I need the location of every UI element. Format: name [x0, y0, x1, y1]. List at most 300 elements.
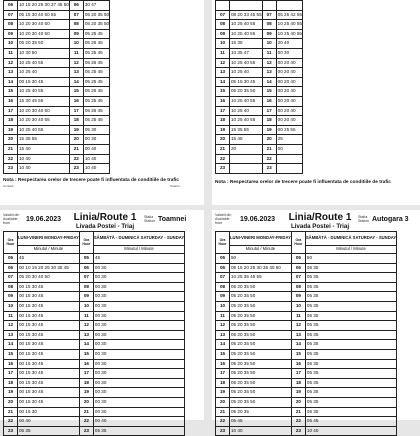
table-row: [4, 29, 110, 39]
hour-cell: 11: [291, 311, 305, 321]
hour-cell: 09: [79, 292, 93, 302]
hour-cell: 23: [291, 426, 305, 436]
timetable-grid: [215, 0, 303, 174]
hour-cell: 15: [4, 349, 18, 359]
table-row: [4, 125, 110, 135]
hour-cell: 19: [216, 125, 230, 135]
minutes-cell: 05 35: [305, 397, 396, 407]
hour-cell: 09: [216, 29, 230, 39]
weekend-header: SÂMBĂTĂ - DUMINICĂ SATURDAY - SUNDAY: [305, 232, 396, 246]
minutes-cell: 05 20 35 50: [83, 20, 109, 30]
table-row: [216, 359, 397, 369]
hour-column-header: Ora Hour: [4, 232, 18, 254]
hour-cell: 18: [262, 116, 276, 126]
hour-cell: 14: [4, 77, 18, 87]
minutes-cell: 10 40: [83, 154, 109, 164]
minutes-cell: 00 20 40: [276, 87, 302, 97]
hour-cell: 17: [291, 369, 305, 379]
hour-cell: 17: [4, 106, 18, 116]
hour-cell: 20: [291, 397, 305, 407]
minutes-cell: 50: [230, 254, 292, 264]
table-row: [4, 106, 110, 116]
hour-cell: 17: [262, 106, 276, 116]
minutes-cell: 05 20 35 50: [230, 87, 263, 97]
minutes-cell: 00 40: [83, 144, 109, 154]
hour-cell: 13: [291, 330, 305, 340]
minutes-cell: 20 40: [276, 39, 302, 49]
table-row: [216, 292, 397, 302]
minutes-cell: 00 30: [93, 321, 184, 331]
hour-cell: 12: [4, 321, 18, 331]
hour-cell: 07: [79, 273, 93, 283]
minutes-cell: 05 35: [305, 359, 396, 369]
hour-cell: 16: [4, 96, 18, 106]
table-row: [4, 135, 110, 145]
timetable-grid: [3, 231, 185, 436]
hour-cell: 07: [69, 10, 83, 20]
hour-cell: 20: [4, 397, 18, 407]
table-row: [216, 1, 303, 11]
hour-cell: 19: [291, 388, 305, 398]
minutes-cell: 05 20 30 40 50: [18, 273, 80, 283]
minutes-cell: 00 15 30 45: [18, 340, 80, 350]
hour-cell: 10: [216, 39, 230, 49]
hour-cell: 17: [4, 369, 18, 379]
minutes-cell: 00 40: [93, 417, 184, 427]
minutes-cell: 05 25 45: [83, 77, 109, 87]
minutes-cell: 00 15 30 45: [18, 292, 80, 302]
minutes-cell: 10 20 30 40 50: [18, 29, 70, 39]
minutes-cell: 05 15 30 40 50 55: [18, 10, 70, 20]
table-row: [216, 378, 397, 388]
table-row: [216, 369, 397, 379]
hour-cell: 22: [291, 417, 305, 427]
minutes-cell: 50: [305, 254, 396, 264]
hour-cell: 23: [69, 164, 83, 174]
minutes-cell: 00 20 40: [276, 106, 302, 116]
table-row: [4, 378, 185, 388]
minutes-cell: 05 20 35 50: [230, 292, 292, 302]
minutes-cell: 05 20 35 50: [230, 311, 292, 321]
minutes-cell: 05 45: [305, 417, 396, 427]
hour-cell: 21: [79, 407, 93, 417]
minutes-cell: 05 25 42 55: [276, 10, 302, 20]
hour-cell: 22: [79, 417, 93, 427]
table-row: [216, 397, 397, 407]
hour-cell: 06: [79, 263, 93, 273]
minutes-cell: 20: [230, 144, 263, 154]
table-row: [4, 10, 110, 20]
hour-cell: 18: [4, 378, 18, 388]
minutes-cell: 15 30 45 55: [18, 96, 70, 106]
hour-cell: 11: [4, 311, 18, 321]
hour-cell: 13: [216, 68, 230, 78]
table-row: [216, 125, 303, 135]
table-row: [4, 164, 110, 174]
hour-cell: 14: [216, 340, 230, 350]
table-row: [216, 417, 397, 427]
hour-column-header: Ora Hour: [79, 232, 93, 254]
minutes-cell: 15 45: [230, 135, 263, 145]
hour-cell: 18: [79, 378, 93, 388]
minute-header-row: [216, 246, 397, 254]
weekday-header: LUNI-VINERI MONDAY-FRIDAY: [230, 232, 292, 246]
minutes-cell: 15 35 55: [18, 135, 70, 145]
hour-cell: 15: [291, 349, 305, 359]
hour-cell: 12: [69, 58, 83, 68]
hour-cell: 09: [4, 29, 18, 39]
hour-cell: 07: [216, 273, 230, 283]
minutes-cell: 00 15 30 45: [18, 282, 80, 292]
table-row: [4, 311, 185, 321]
table-row: [4, 369, 185, 379]
route-title: Linia/Route 1: [73, 212, 137, 223]
day-header-row: [216, 232, 397, 246]
table-row: [4, 20, 110, 30]
hour-cell: 08: [216, 20, 230, 30]
timetable-sheet-top-left: [0, 0, 204, 205]
hour-cell: 22: [69, 154, 83, 164]
minutes-cell: 10 25 40 55: [18, 87, 70, 97]
minutes-cell: 00 20 40: [276, 58, 302, 68]
minutes-cell: 00 30: [93, 397, 184, 407]
table-row: [4, 340, 185, 350]
minutes-cell: 08 20 33 45 55: [230, 10, 263, 20]
table-row: [216, 116, 303, 126]
table-row: [4, 359, 185, 369]
minutes-cell: 10 25 40 55: [230, 29, 263, 39]
minutes-cell: 05 35: [93, 426, 184, 436]
hour-cell: 08: [79, 282, 93, 292]
timetable-grid: [215, 231, 397, 436]
minutes-cell: 00 15 30 45: [18, 359, 80, 369]
table-row: [216, 68, 303, 78]
minutes-cell: 05 35: [305, 301, 396, 311]
hour-cell: 10: [291, 301, 305, 311]
minutes-cell: 10 25 40 55: [18, 58, 70, 68]
minutes-cell: 05 15 20 25 30 35 40 50: [230, 263, 292, 273]
minutes-cell: 00 15 30 45: [18, 311, 80, 321]
minutes-cell: 00 15 30 45: [18, 321, 80, 331]
minutes-cell: 10 20 30 40 50: [18, 106, 70, 116]
minutes-cell: 10 40: [305, 426, 396, 436]
hour-cell: 13: [262, 68, 276, 78]
station-label: Statia Station: [358, 215, 370, 223]
hour-cell: 16: [69, 96, 83, 106]
hour-cell: 16: [79, 359, 93, 369]
minutes-cell: 05 20 35 50: [83, 10, 109, 20]
minutes-cell: 30 47: [83, 1, 109, 11]
minutes-cell: 05 20 35 50: [230, 369, 292, 379]
minutes-cell: 00 15 30 45: [18, 349, 80, 359]
hour-cell: 23: [4, 426, 18, 436]
weekday-header: LUNI-VINERI MONDAY-FRIDAY: [18, 232, 80, 246]
hour-cell: 13: [4, 68, 18, 78]
table-row: [216, 340, 397, 350]
table-row: [4, 397, 185, 407]
minutes-cell: 10 25 40 55: [276, 29, 302, 39]
minutes-cell: 05 35: [305, 273, 396, 283]
hour-cell: 13: [79, 330, 93, 340]
hour-cell: 10: [4, 39, 18, 49]
minutes-cell: 00 30: [93, 273, 184, 283]
hour-cell: 12: [262, 58, 276, 68]
minutes-cell: [230, 164, 263, 174]
valid-from-label: Valabil din Available from: [215, 213, 232, 225]
hour-cell: 05: [291, 254, 305, 264]
minutes-cell: [276, 1, 302, 11]
minutes-cell: 05 20 35: [230, 407, 292, 417]
hour-cell: 06: [69, 1, 83, 11]
hour-cell: 23: [262, 164, 276, 174]
hour-cell: 11: [69, 48, 83, 58]
hour-cell: 21: [69, 144, 83, 154]
minutes-cell: 00 15 30 45: [18, 330, 80, 340]
minutes-cell: 00 20 40: [276, 96, 302, 106]
hour-cell: 11: [216, 311, 230, 321]
table-row: [4, 58, 110, 68]
hour-cell: 06: [216, 263, 230, 273]
hour-cell: 20: [262, 135, 276, 145]
table-row: [216, 77, 303, 87]
table-row: [216, 135, 303, 145]
table-row: [216, 254, 397, 264]
hour-cell: 07: [216, 10, 230, 20]
table-row: [216, 301, 397, 311]
hour-cell: [216, 1, 230, 11]
hour-cell: 20: [216, 397, 230, 407]
minutes-cell: 45: [18, 254, 80, 264]
table-row: [216, 349, 397, 359]
hour-cell: 08: [4, 282, 18, 292]
table-row: [4, 96, 110, 106]
day-header-row: [4, 232, 185, 246]
table-row: [4, 87, 110, 97]
table-row: [216, 164, 303, 174]
table-row: [216, 48, 303, 58]
table-row: [4, 154, 110, 164]
hour-cell: 15: [216, 349, 230, 359]
hour-cell: 17: [79, 369, 93, 379]
hour-cell: 21: [216, 144, 230, 154]
table-row: [4, 292, 185, 302]
hour-cell: 07: [262, 10, 276, 20]
table-row: [4, 39, 110, 49]
hour-cell: 19: [262, 125, 276, 135]
timetable-sheet-autogara: [212, 210, 420, 433]
hour-cell: 11: [79, 311, 93, 321]
table-row: [216, 144, 303, 154]
route-title: Linia/Route 1: [288, 212, 352, 223]
hour-cell: 16: [262, 96, 276, 106]
hour-cell: 05: [216, 254, 230, 264]
hour-cell: 22: [262, 154, 276, 164]
minutes-cell: [276, 164, 302, 174]
hour-cell: 10: [79, 301, 93, 311]
traffic-note: Nota : Respectarea orelor de trecere poate fi influentata de conditiile de trafic: [215, 180, 391, 185]
hour-cell: 15: [216, 87, 230, 97]
hour-cell: 08: [291, 282, 305, 292]
minutes-cell: 10 40: [18, 154, 70, 164]
minutes-cell: 10 25 40: [230, 106, 263, 116]
minutes-cell: 05 35: [18, 426, 80, 436]
hour-cell: 17: [216, 369, 230, 379]
table-row: [216, 87, 303, 97]
minutes-cell: 10 25 35 45 55: [230, 273, 292, 283]
minutes-cell: 05 25 45: [83, 29, 109, 39]
hour-cell: 14: [79, 340, 93, 350]
minutes-cell: 00 30: [93, 388, 184, 398]
hour-cell: 18: [291, 378, 305, 388]
minutes-cell: 10 25 40 55: [230, 116, 263, 126]
minutes-cell: 05 45: [230, 417, 292, 427]
hour-cell: 08: [262, 20, 276, 30]
minutes-cell: 00 30: [93, 340, 184, 350]
hour-cell: 08: [4, 20, 18, 30]
hour-cell: 19: [4, 125, 18, 135]
minutes-cell: 00 15 30 45: [18, 378, 80, 388]
hour-cell: 20: [4, 135, 18, 145]
table-row: [4, 407, 185, 417]
minutes-cell: 10 25 40 55: [230, 58, 263, 68]
table-row: [216, 282, 397, 292]
minutes-cell: 00 20 40: [276, 77, 302, 87]
contact-label: Contact:: [3, 184, 15, 188]
table-row: [4, 254, 185, 264]
minutes-cell: 00 15 30: [18, 407, 80, 417]
hour-cell: 16: [291, 359, 305, 369]
traffic-note: Nota : Respectarea orelor de trecere poate fi influentata de conditiile de trafic: [3, 178, 179, 183]
table-row: [216, 330, 397, 340]
minutes-cell: 05 25 45: [83, 58, 109, 68]
hour-cell: 11: [216, 48, 230, 58]
minutes-cell: 10 40: [83, 164, 109, 174]
minutes-cell: 00 30: [93, 407, 184, 417]
timetable-sheet-top-right: [212, 0, 420, 205]
hour-cell: 21: [4, 407, 18, 417]
hour-cell: 05: [79, 254, 93, 264]
table-row: [4, 68, 110, 78]
table-row: [4, 1, 110, 11]
hour-cell: 10: [4, 301, 18, 311]
hour-cell: 08: [216, 282, 230, 292]
table-row: [216, 407, 397, 417]
minutes-cell: 05 35: [305, 349, 396, 359]
minutes-cell: 00 15 30 45: [18, 369, 80, 379]
hour-cell: 06: [4, 1, 18, 11]
hour-cell: 20: [79, 397, 93, 407]
minute-header: Minutul / Minute: [230, 246, 292, 254]
route-subtitle: Livada Postei - Triaj: [290, 223, 350, 230]
minutes-cell: 05 30: [83, 125, 109, 135]
hour-cell: 07: [4, 10, 18, 20]
minutes-cell: 05 20 35 50: [230, 340, 292, 350]
minutes-cell: [276, 154, 302, 164]
table-row: [216, 273, 397, 283]
hour-cell: 23: [4, 164, 18, 174]
hour-cell: 16: [216, 96, 230, 106]
minutes-cell: 00 10 15 20 25 30 35 45: [18, 263, 80, 273]
hour-cell: 06: [4, 263, 18, 273]
hour-cell: 11: [4, 48, 18, 58]
hour-cell: 12: [4, 58, 18, 68]
hour-cell: 18: [216, 116, 230, 126]
hour-cell: 19: [4, 388, 18, 398]
hour-cell: 13: [69, 68, 83, 78]
minute-header: Minutul / Minute: [305, 246, 396, 254]
minutes-cell: 00 30: [93, 369, 184, 379]
minutes-cell: 00 30: [93, 282, 184, 292]
minute-header: Minutul / Minute: [18, 246, 80, 254]
minutes-cell: 10 25 40: [230, 68, 263, 78]
minutes-cell: 05 20 35 50: [230, 349, 292, 359]
hour-cell: 19: [79, 388, 93, 398]
minutes-cell: 00 30: [93, 301, 184, 311]
hour-cell: 22: [216, 154, 230, 164]
minutes-cell: 10 20 30 40 50: [18, 20, 70, 30]
hour-cell: 23: [216, 164, 230, 174]
minutes-cell: 05 25 45: [83, 106, 109, 116]
minutes-cell: 00 30: [93, 311, 184, 321]
hour-cell: 15: [262, 87, 276, 97]
minutes-cell: 00 20 40: [276, 68, 302, 78]
minutes-cell: 10 35 47: [230, 48, 263, 58]
minutes-cell: 45: [93, 254, 184, 264]
minutes-cell: 00 30: [93, 359, 184, 369]
minutes-cell: 05 20 35 50: [230, 388, 292, 398]
hour-cell: 18: [216, 378, 230, 388]
table-row: [216, 311, 397, 321]
hour-cell: 07: [4, 273, 18, 283]
minutes-cell: 05 20 35 50: [230, 282, 292, 292]
minutes-cell: 10 20 30 40 55: [18, 116, 70, 126]
minutes-cell: 00 30: [93, 292, 184, 302]
minutes-cell: 05 20 35 50: [230, 359, 292, 369]
table-row: [4, 116, 110, 126]
minutes-cell: 05 20 35 50: [18, 39, 70, 49]
minutes-cell: 05 25 45: [83, 96, 109, 106]
minutes-cell: 15 35 55: [230, 125, 263, 135]
minutes-cell: 15 40: [18, 144, 70, 154]
minute-header-row: [4, 246, 185, 254]
minutes-cell: 00 30: [276, 48, 302, 58]
hour-cell: 22: [4, 417, 18, 427]
table-row: [216, 29, 303, 39]
route-subtitle: Livada Postei - Triaj: [75, 223, 135, 230]
table-row: [4, 417, 185, 427]
hour-cell: 09: [262, 29, 276, 39]
minutes-cell: 05 20 35 50: [230, 330, 292, 340]
minutes-cell: 00 25 55: [276, 125, 302, 135]
minutes-cell: 05 20 35 50: [230, 301, 292, 311]
hour-cell: 09: [216, 292, 230, 302]
minutes-cell: 05 35: [305, 292, 396, 302]
table-row: [4, 282, 185, 292]
hour-cell: 21: [216, 407, 230, 417]
minutes-cell: 00 15 30 45: [18, 397, 80, 407]
minutes-cell: 00 30: [93, 349, 184, 359]
timetable-grid: [3, 0, 110, 174]
valid-date: 19.06.2023: [240, 216, 276, 223]
minutes-cell: 05 25 45: [83, 48, 109, 58]
hour-cell: 18: [69, 116, 83, 126]
minutes-cell: 05 20 35 50: [230, 397, 292, 407]
minutes-cell: 05 35: [305, 369, 396, 379]
hour-cell: 14: [216, 77, 230, 87]
valid-date: 19.06.2023: [26, 216, 62, 223]
table-row: [216, 20, 303, 30]
minutes-cell: 05 25 45: [83, 68, 109, 78]
